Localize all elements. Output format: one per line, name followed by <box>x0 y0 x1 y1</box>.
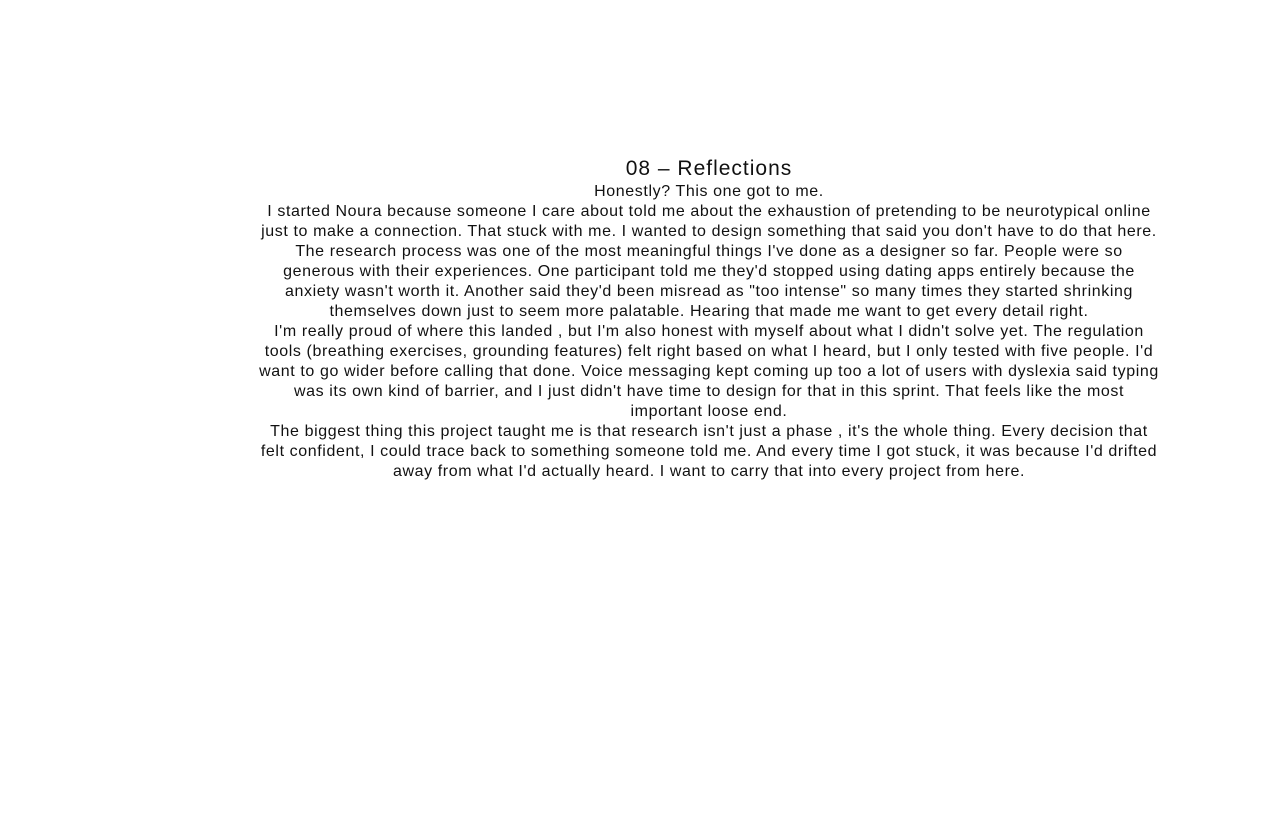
paragraph-motivation: I started Noura because someone I care about told me about the exhaustion of pretending to be neurotypical online just to make a connection. That stuck with me. I wanted to design something that said you don't have to do that here. <box>261 203 1157 240</box>
paragraph-takeaway: The biggest thing this project taught me is that research isn't just a phase , it's the whole thing. Every decision that felt confident, I could trace back to something someone told me. And every time I got stuck, it was because I'd drifted away from what I'd actually heard. I want to carry that into every project from here. <box>260 423 1158 480</box>
paragraph-intro: Honestly? This one got to me. <box>594 183 824 200</box>
paragraph-research: The research process was one of the most meaningful things I've done as a designer so far. People were so generous with their experiences. One participant told me they'd stopped using dating apps entirely because the anxiety wasn't worth it. Another said they'd been misread as "too intense" so many times they started shrinking themselves down just to seem more palatable. Hearing that made me want to get every detail right. <box>283 243 1135 320</box>
reflections-section <box>259 156 1159 482</box>
paragraph-limitations: I'm really proud of where this landed , but I'm also honest with myself about what I didn't solve yet. The regulation tools (breathing exercises, grounding features) felt right based on what I heard, but I only tested with five people. I'd want to go wider before calling that done. Voice messaging kept coming up too a lot of users with dyslexia said typing was its own kind of barrier, and I just didn't have time to design for that in this sprint. That feels like the most important loose end. <box>259 323 1159 420</box>
section-title: 08 – Reflections <box>625 157 793 180</box>
